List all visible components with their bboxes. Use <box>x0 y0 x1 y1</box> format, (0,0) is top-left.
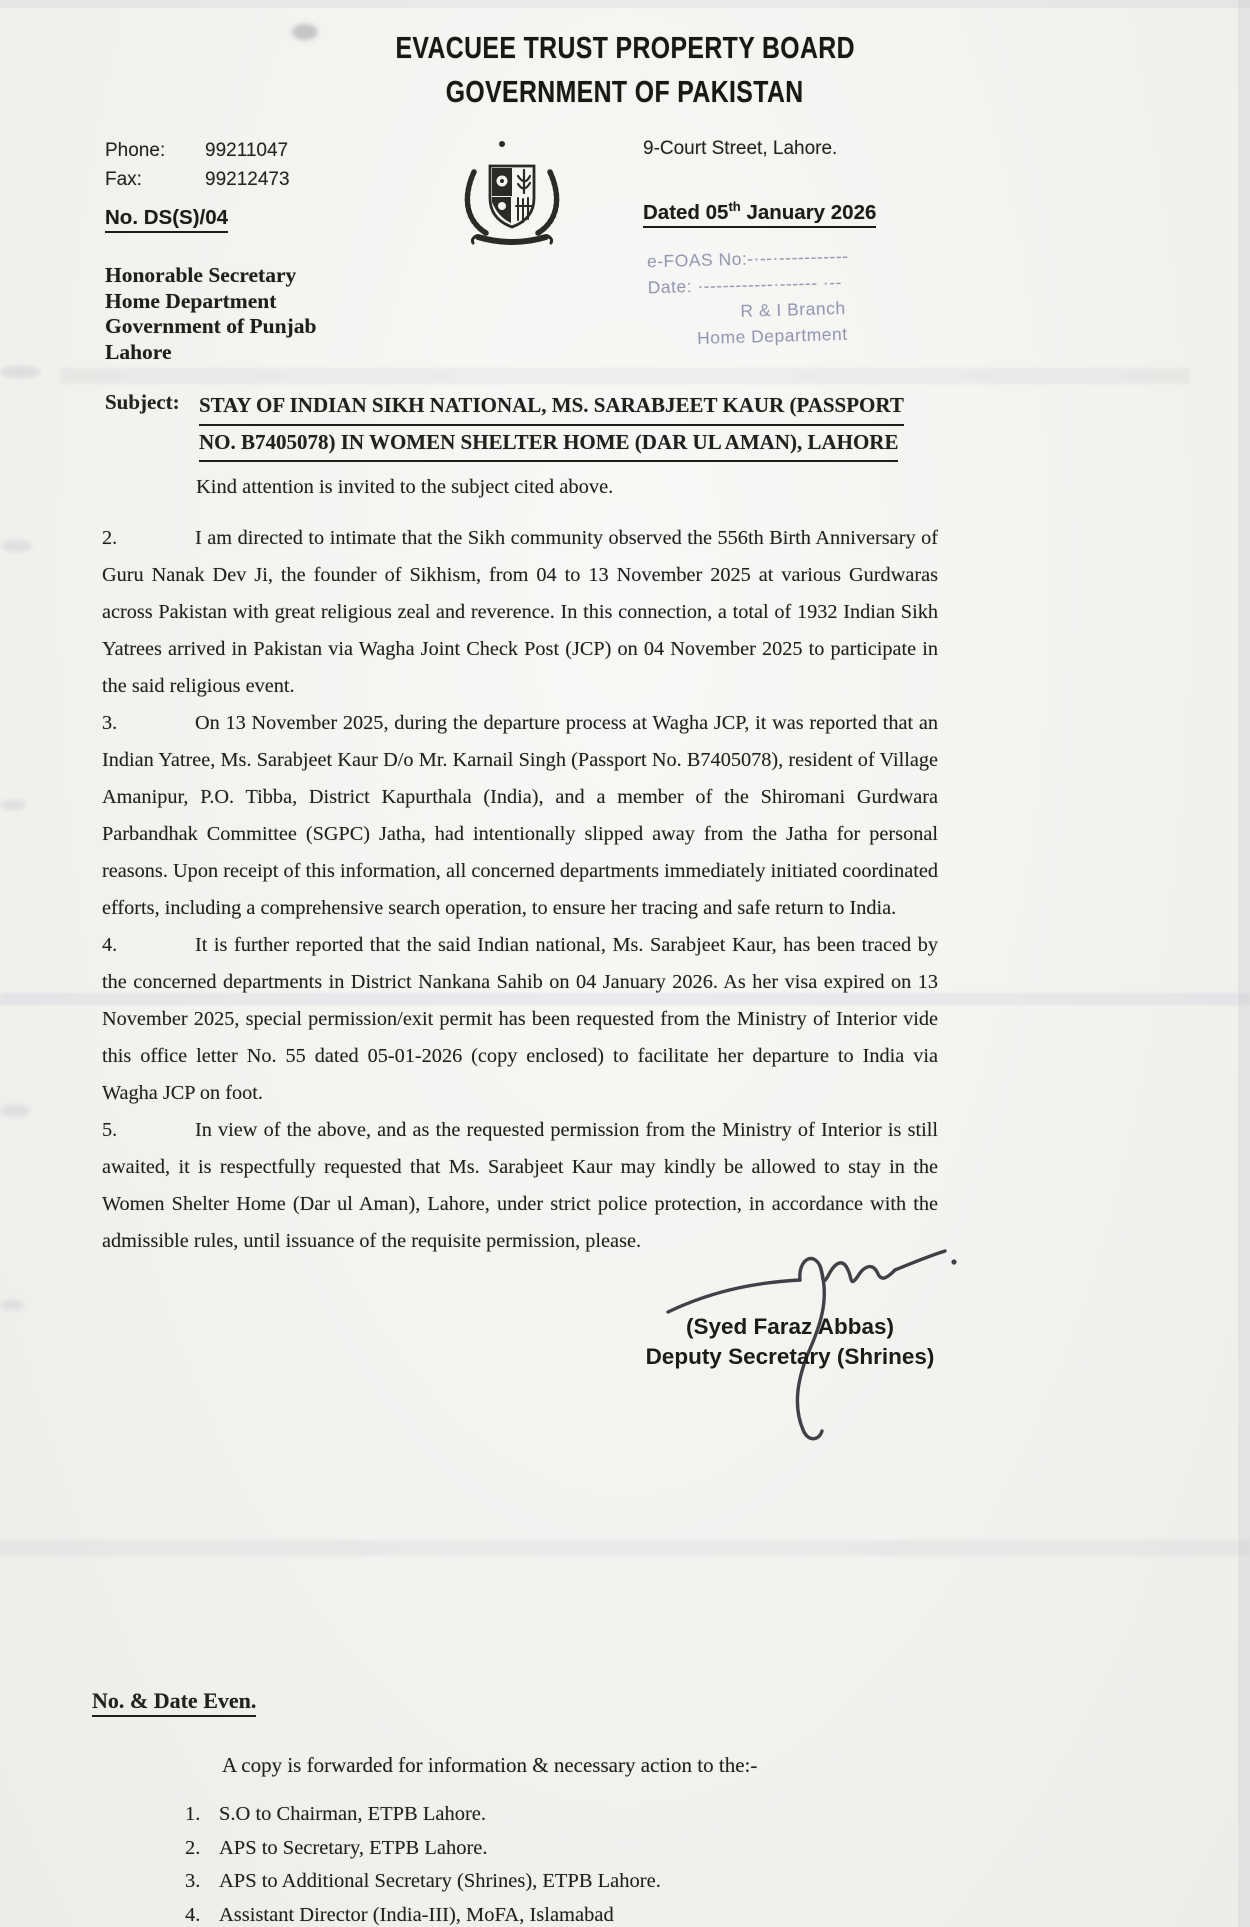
subject-line-2: NO. B7405078) IN WOMEN SHELTER HOME (DAR UL AMAN), LAHORE <box>199 426 898 463</box>
paragraph-2 <box>102 520 938 705</box>
addressee-line: Honorable Secretary <box>105 263 297 287</box>
recipient-number: 1. <box>185 1803 201 1825</box>
recipient-item <box>185 1899 661 1927</box>
phone-label: Phone: <box>105 140 166 161</box>
receipt-stamp <box>647 240 970 353</box>
stamp-efoas-line: e-FOAS No:-·--·----------- <box>646 245 849 272</box>
recipient-text: APS to Secretary, ETPB Lahore. <box>219 1836 488 1859</box>
letter-date: Dated 05th January 2026 <box>643 199 876 225</box>
contact-block <box>105 136 290 194</box>
fax-row <box>105 165 290 194</box>
paragraph-number: 5. <box>102 1119 118 1141</box>
recipient-text: APS to Additional Secretary (Shrines), ETPB Lahore. <box>219 1870 661 1892</box>
scan-artifact <box>0 1300 24 1310</box>
recipient-item <box>185 1865 661 1899</box>
recipient-item <box>185 1798 661 1832</box>
addressee-line: Government of Punjab <box>105 314 317 338</box>
gov-title: GOVERNMENT OF PAKISTAN <box>446 74 804 109</box>
scan-artifact <box>60 368 1190 384</box>
scan-artifact <box>0 1105 30 1117</box>
addressee-line: Home Department <box>105 288 277 313</box>
scan-artifact <box>2 540 32 552</box>
paragraph-number: 2. <box>102 527 118 549</box>
scan-artifact <box>0 0 1250 8</box>
recipient-number: 3. <box>185 1870 201 1892</box>
recipient-number: 4. <box>185 1903 201 1926</box>
scan-artifact <box>0 1540 1250 1556</box>
footer-heading: No. & Date Even. <box>92 1688 256 1714</box>
stamp-branch-line: R & I Branch <box>740 297 846 321</box>
pakistan-emblem-icon <box>452 136 572 248</box>
stamp-department-line: Home Department <box>696 323 848 349</box>
fax-label: Fax: <box>105 169 142 190</box>
stamp-date-line: Date: ·-----------·------ ·-- <box>647 272 843 298</box>
paragraph-4 <box>102 927 938 1112</box>
org-title: EVACUEE TRUST PROPERTY BOARD <box>395 30 855 65</box>
paragraph-text: In view of the above, and as the requested permission from the Ministry of Interior is still awaited, it is respectfully requested that Ms. Sarabjeet Kaur may kindly be allowed to stay in the Women Shelter Home (Dar ul Aman), Lahore, under strict police protection, in accordance with the admissible rules, until issuance of the requisite permission, please. <box>102 1119 938 1252</box>
subject-block <box>199 389 959 462</box>
recipient-item <box>185 1832 661 1866</box>
addressee-block <box>105 263 316 365</box>
office-address: 9-Court Street, Lahore. <box>643 138 838 159</box>
recipient-number: 2. <box>185 1836 201 1859</box>
paragraph-text: It is further reported that the said Indian national, Ms. Sarabjeet Kaur, has been traced by the concerned departments in District Nankana Sahib on 04 January 2026. As her visa expired on 13 November 2025, special permission/exit permit has been requested from the Ministry of Interior vide this office letter No. 55 dated 05-01-2026 (copy enclosed) to facilitate her departure to India via Wagha JCP on foot. <box>102 934 938 1104</box>
subject-line-1: STAY OF INDIAN SIKH NATIONAL, MS. SARABJEET KAUR (PASSPORT <box>199 389 904 426</box>
phone-value: 99211047 <box>205 140 289 161</box>
salutation-line: Kind attention is invited to the subject cited above. <box>196 476 614 498</box>
subject-label: Subject: <box>105 390 180 414</box>
recipient-text: S.O to Chairman, ETPB Lahore. <box>219 1803 487 1825</box>
header <box>0 74 1250 110</box>
letter-body <box>102 520 938 1260</box>
recipient-list <box>185 1798 661 1927</box>
fax-value: 99212473 <box>205 169 290 190</box>
addressee-line: Lahore <box>105 339 172 364</box>
scan-artifact <box>0 800 26 810</box>
header <box>0 30 1250 66</box>
paragraph-text: On 13 November 2025, during the departure process at Wagha JCP, it was reported that an Indian Yatree, Ms. Sarabjeet Kaur D/o Mr. Karnail Singh (Passport No. B7405078), resident of Village Amanipur, P.O. Tibba, District Kapurthala (India), and a member of the Shiromani Gurdwara Parbandhak Committee (SGPC) Jatha, had intentionally slipped away from the Jatha for personal reasons. Upon receipt of this information, all concerned departments immediately initiated coordinated efforts, including a comprehensive search operation, to ensure her tracing and safe return to India. <box>102 712 938 919</box>
paragraph-number: 4. <box>102 934 118 956</box>
recipient-text: Assistant Director (India-III), MoFA, Islamabad <box>219 1903 614 1926</box>
signatory-title: Deputy Secretary (Shrines) <box>645 1344 935 1369</box>
paragraph-number: 3. <box>102 712 118 734</box>
copy-forward-line: A copy is forwarded for information & necessary action to the:- <box>222 1753 758 1777</box>
paragraph-text: I am directed to intimate that the Sikh community observed the 556th Birth Anniversary of Guru Nanak Dev Ji, the founder of Sikhism, from 04 to 13 November 2025 at various Gurdwaras across Pakistan with great religious zeal and reverence. In this connection, a total of 1932 Indian Sikh Yatrees arrived in Pakistan via Wagha Joint Check Post (JCP) on 04 November 2025 to participate in the said religious event. <box>102 527 938 697</box>
phone-row <box>105 136 290 165</box>
signatory-name: (Syed Faraz Abbas) <box>686 1314 894 1339</box>
scan-artifact <box>0 366 40 378</box>
paragraph-3 <box>102 705 938 927</box>
signatory-block <box>620 1312 960 1372</box>
scan-artifact <box>1238 0 1250 1927</box>
reference-number: No. DS(S)/04 <box>105 206 228 230</box>
